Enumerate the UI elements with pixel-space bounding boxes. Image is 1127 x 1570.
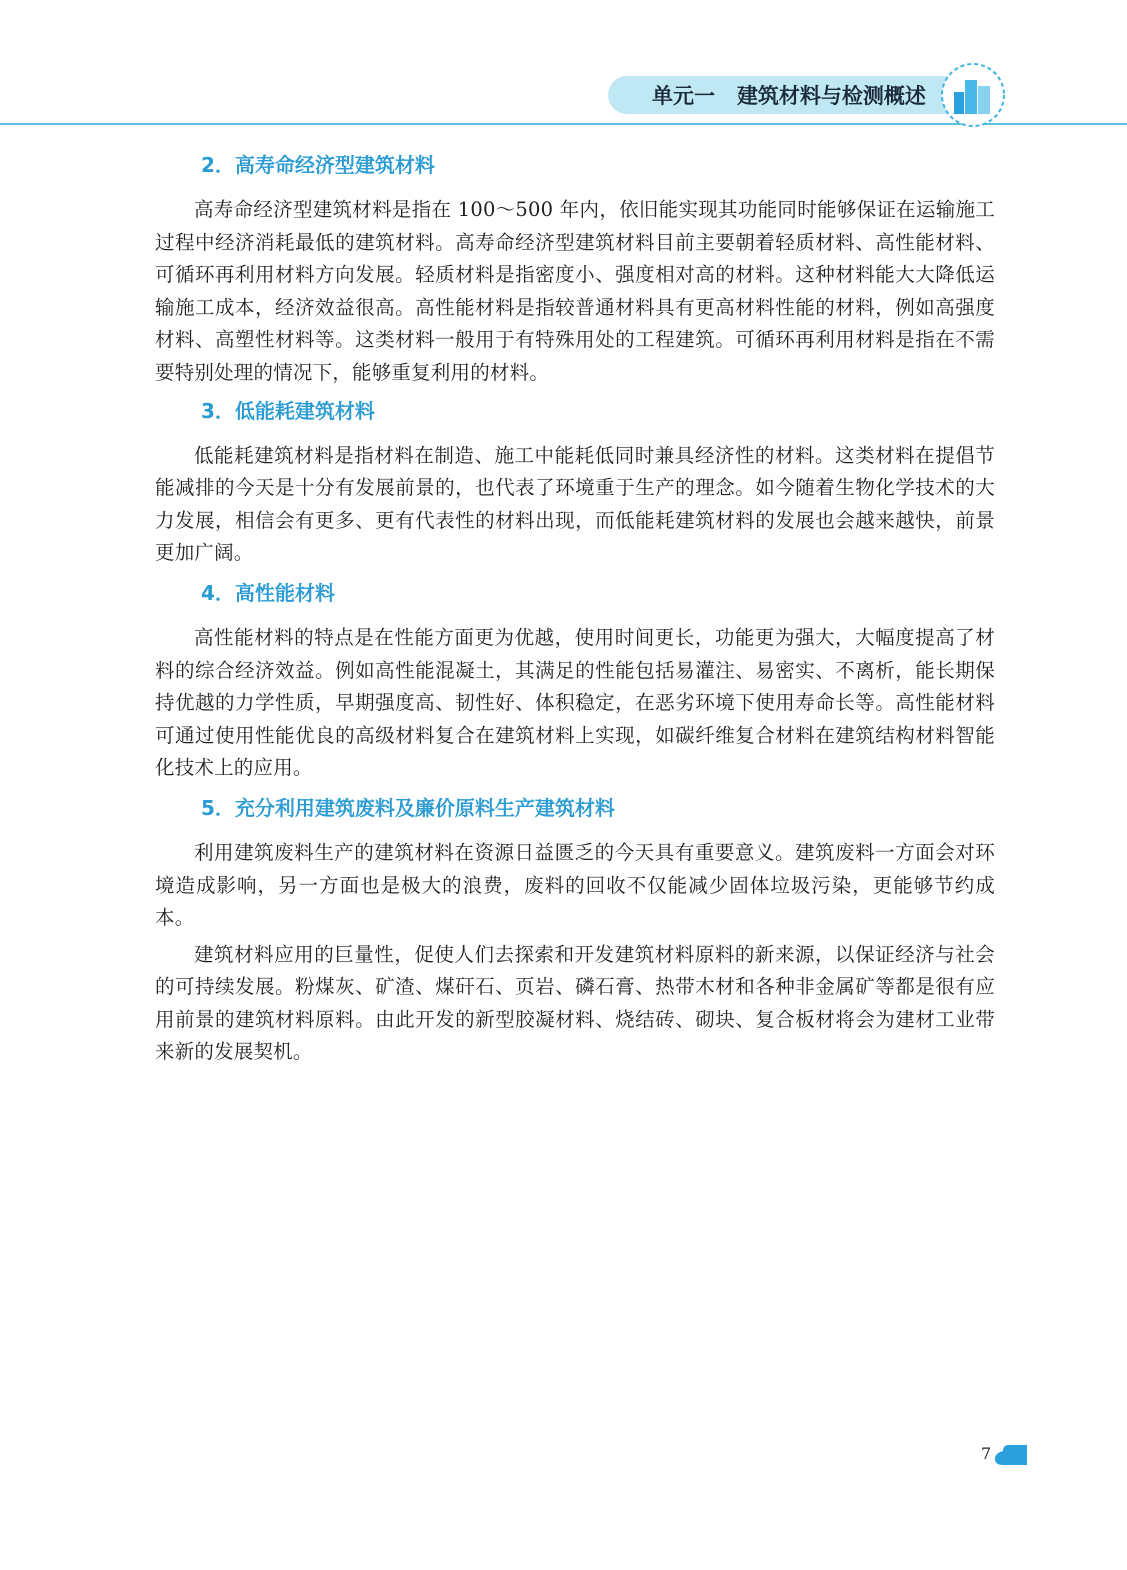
paragraph: 建筑材料应用的巨量性，促使人们去探索和开发建筑材料原料的新来源，以保证经济与社会的可持续发展。粉煤灰、矿渣、煤矸石、页岩、磷石膏、热带木材和各种非金属矿等都是很有应用前景的建筑材料原料。由此开发的新型胶凝材料、烧结砖、砌块、复合板材将会为建材工业带来新的发展契机。 <box>155 942 995 1064</box>
section-2 <box>155 148 995 390</box>
section-heading: 4．高性能材料 <box>201 580 335 605</box>
page-number: 7 <box>981 1444 992 1463</box>
paragraph: 利用建筑废料生产的建筑材料在资源日益匮乏的今天具有重要意义。建筑废料一方面会对环境造成影响，另一方面也是极大的浪费，废料的回收不仅能减少固体垃圾污染，更能够节约成本。 <box>155 840 995 930</box>
paragraph: 高寿命经济型建筑材料是指在 100～500 年内，依旧能实现其功能同时能够保证在运输施工过程中经济消耗最低的建筑材料。高寿命经济型建筑材料目前主要朝着轻质材料、高性能材料、可循环再利用材料方向发展。轻质材料是指密度小、强度相对高的材料。这种材料能大大降低运输施工成本，经济效益很高。高性能材料是指较普通材料具有更高材料性能的材料，例如高强度材料、高塑性材料等。这类材料一般用于有特殊用处的工程建筑。可循环再利用材料是指在不需要特别处理的情况下，能够重复利用的材料。 <box>155 198 995 384</box>
page-tab-icon <box>995 1445 1027 1465</box>
section-4 <box>155 576 995 785</box>
paragraph: 高性能材料的特点是在性能方面更为优越，使用时间更长，功能更为强大，大幅度提高了材料的综合经济效益。例如高性能混凝土，其满足的性能包括易灌注、易密实、不离析，能长期保持优越的力学性质，早期强度高、韧性好、体积稳定，在恶劣环境下使用寿命长等。高性能材料可通过使用性能优良的高级材料复合在建筑材料上实现，如碳纤维复合材料在建筑结构材料智能化技术上的应用。 <box>155 625 995 780</box>
section-heading: 3．低能耗建筑材料 <box>201 398 375 423</box>
paragraph: 低能耗建筑材料是指材料在制造、施工中能耗低同时兼具经济性的材料。这类材料在提倡节能减排的今天是十分有发展前景的，也代表了环境重于生产的理念。如今随着生物化学技术的大力发展，相信会有更多、更有代表性的材料出现，而低能耗建筑材料的发展也会越来越快，前景更加广阔。 <box>155 443 995 565</box>
page-content <box>155 148 995 1069</box>
section-heading: 2．高寿命经济型建筑材料 <box>201 153 435 177</box>
header-title: 建筑材料与检测概述 <box>736 84 926 108</box>
header-unit: 单元一 <box>652 84 715 108</box>
section-heading: 5．充分利用建筑废料及廉价原料生产建筑材料 <box>201 795 615 820</box>
section-3 <box>155 394 995 570</box>
buildings-icon <box>940 62 1006 128</box>
running-header <box>652 82 926 110</box>
section-5 <box>155 791 995 1069</box>
